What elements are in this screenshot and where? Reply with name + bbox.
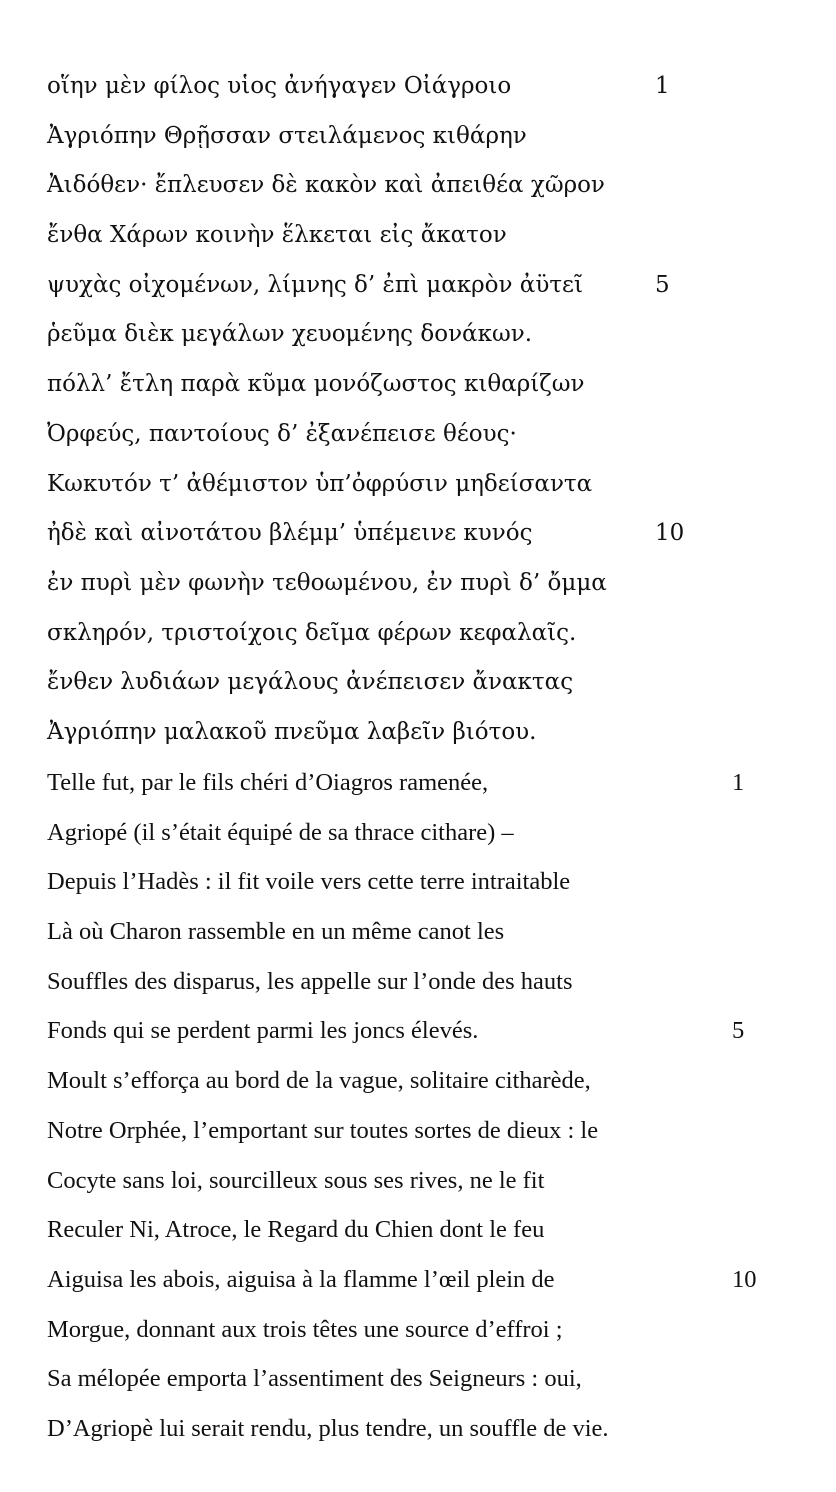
line-text: Aiguisa les abois, aiguisa à la flamme l’œil plein de bbox=[47, 1265, 555, 1293]
poem-line bbox=[47, 410, 836, 460]
poem-line bbox=[47, 907, 836, 957]
poem-line bbox=[47, 658, 836, 708]
poem-line bbox=[47, 460, 836, 510]
line-text: Telle fut, par le fils chéri d’Oiagros ramenée, bbox=[47, 769, 489, 796]
greek-poem bbox=[47, 62, 836, 758]
line-text: ἔνθα Χάρων κοινὴν ἕλκεται εἰς ἄκατον bbox=[47, 222, 507, 249]
line-text: Ἀγριόπην μαλακοῦ πνεῦμα λαβεῖν βιότου. bbox=[47, 718, 537, 745]
line-text: οἵην μὲν φίλος υἱος ἀνήγαγεν Οἰάγροιο bbox=[47, 73, 512, 99]
line-text: πόλλ’ ἔτλη παρὰ κῦμα μονόζωστος κιθαρίζων bbox=[47, 371, 585, 398]
line-text: ἐν πυρὶ μὲν φωνὴν τεθοωμένου, ἐν πυρὶ δ’ ὄμμα bbox=[47, 569, 607, 596]
poem-line bbox=[47, 62, 836, 112]
poem-line bbox=[47, 310, 836, 360]
line-text: D’Agriopè lui serait rendu, plus tendre, un souffle de vie. bbox=[47, 1414, 609, 1442]
line-number: 1 bbox=[655, 73, 670, 99]
poem-line bbox=[47, 609, 836, 659]
line-text: ῥεῦμα διὲκ μεγάλων χευομένης δονάκων. bbox=[47, 321, 532, 348]
line-text: Souffles des disparus, les appelle sur l’onde des hauts bbox=[47, 967, 573, 995]
poem-line bbox=[47, 1354, 836, 1404]
line-text: ἠδὲ καὶ αἰνοτάτου βλέμμ’ ὑπέμεινε κυνός bbox=[47, 520, 533, 547]
line-text: Moult s’efforça au bord de la vague, solitaire citharède, bbox=[47, 1067, 591, 1095]
french-translation bbox=[47, 758, 836, 1454]
poem-line bbox=[47, 957, 836, 1007]
poem-line bbox=[47, 708, 836, 758]
poem-line bbox=[47, 1305, 836, 1355]
line-text: Morgue, donnant aux trois têtes une source d’effroi ; bbox=[47, 1315, 563, 1343]
line-text: Sa mélopée emporta l’assentiment des Seigneurs : oui, bbox=[47, 1365, 582, 1393]
line-number: 5 bbox=[732, 1017, 745, 1045]
poem-line bbox=[47, 808, 836, 858]
line-text: Κωκυτόν τ’ ἀθέμιστον ὑπ’ὀφρύσιν μηδείσαντα bbox=[47, 470, 593, 497]
poem-line bbox=[47, 211, 836, 261]
poem-line bbox=[47, 509, 836, 559]
line-number: 10 bbox=[732, 1265, 757, 1293]
poem-line bbox=[47, 1404, 836, 1454]
poem-line bbox=[47, 360, 836, 410]
line-text: Reculer Ni, Atroce, le Regard du Chien dont le feu bbox=[47, 1216, 545, 1244]
line-number: 10 bbox=[655, 520, 685, 547]
line-text: ψυχὰς οἰχομένων, λίμνης δ’ ἐπὶ μακρὸν ἀϋτεῖ bbox=[47, 271, 583, 298]
poem-line bbox=[47, 1205, 836, 1255]
poem-line bbox=[47, 559, 836, 609]
line-text: Agriopé (il s’était équipé de sa thrace cithare) – bbox=[47, 818, 514, 846]
line-number: 5 bbox=[655, 271, 670, 298]
line-number: 1 bbox=[732, 769, 745, 796]
line-text: Depuis l’Hadès : il fit voile vers cette terre intraitable bbox=[47, 868, 571, 896]
line-text: Notre Orphée, l’emportant sur toutes sortes de dieux : le bbox=[47, 1116, 599, 1144]
line-text: σκληρόν, τριστοίχοις δεῖμα φέρων κεφαλαῖς. bbox=[47, 619, 577, 646]
line-text: Ἀγριόπην Θρῇσσαν στειλάμενος κιθάρην bbox=[47, 122, 527, 149]
poem-line bbox=[47, 161, 836, 211]
poem-line bbox=[47, 261, 836, 311]
line-text: Là où Charon rassemble en un même canot les bbox=[47, 918, 505, 946]
poem-line bbox=[47, 857, 836, 907]
poem-line bbox=[47, 1006, 836, 1056]
poem-line bbox=[47, 1106, 836, 1156]
poem-line bbox=[47, 112, 836, 162]
poem-line bbox=[47, 1255, 836, 1305]
line-text: Ὀρφεύς, παντοίους δ’ ἐξανέπεισε θέους· bbox=[47, 420, 517, 447]
poem-line bbox=[47, 758, 836, 808]
line-text: ἔνθεν λυδιάων μεγάλους ἀνέπεισεν ἄνακτας bbox=[47, 669, 574, 696]
poem-line bbox=[47, 1156, 836, 1206]
poem-line bbox=[47, 1056, 836, 1106]
line-text: Ἀιδόθεν· ἔπλευσεν δὲ κακὸν καὶ ἀπειθέα χῶρον bbox=[47, 172, 605, 199]
line-text: Fonds qui se perdent parmi les joncs élevés. bbox=[47, 1017, 479, 1045]
line-text: Cocyte sans loi, sourcilleux sous ses rives, ne le fit bbox=[47, 1166, 545, 1194]
